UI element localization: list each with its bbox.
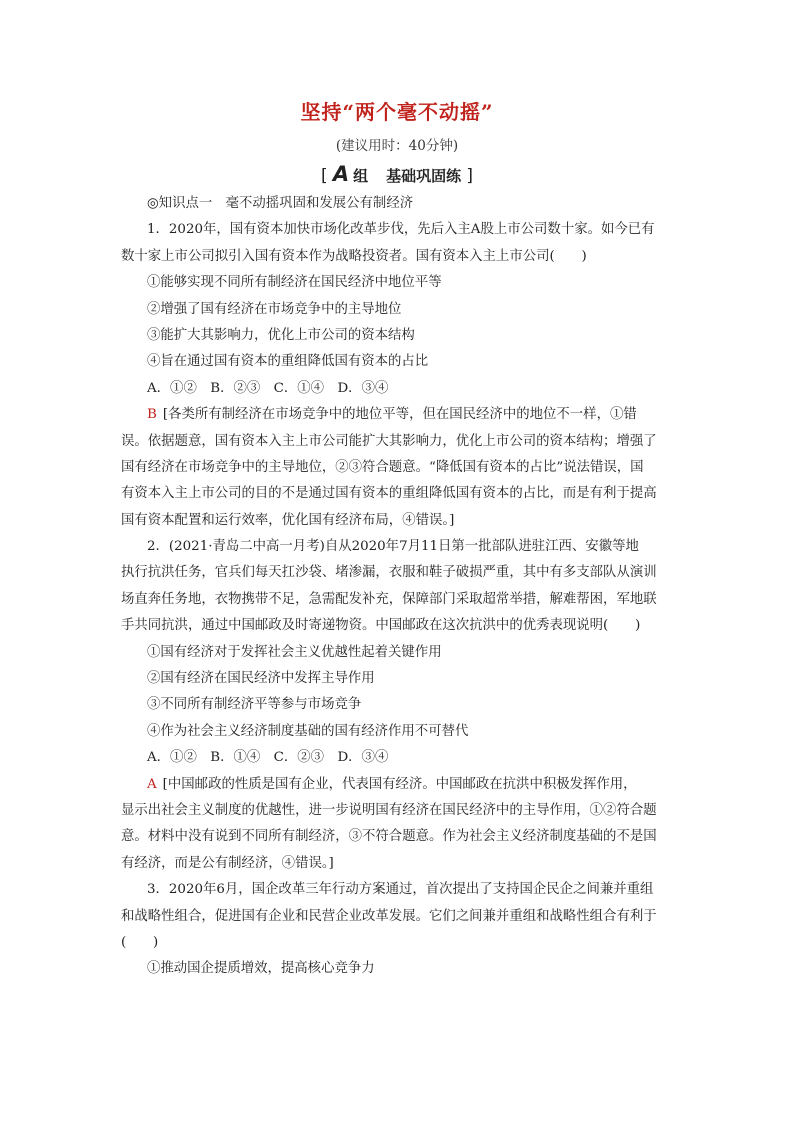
suggested-time: (建议用时：40分钟) [335, 138, 459, 154]
group-letter: A [332, 162, 350, 186]
line-text: 显示出社会主义制度的优越性，进一步说明国有经济在国民经济中的主导作用，①②符合题 [121, 802, 657, 818]
line-text: 意。材料中没有说到不同所有制经济，③不符合题意。作为社会主义经济制度基础的不是国 [121, 829, 657, 845]
text-line [121, 824, 679, 850]
line-text: ◎知识点一 毫不动摇巩固和发展公有制经济 [147, 196, 414, 211]
text-line [121, 560, 679, 586]
line-text: 2．(2021·青岛二中高一月考)自从2020年7月11日第一批部队进驻江西、安徽等地 [147, 539, 639, 555]
line-text: ①能够实现不同所有制经济在国民经济中地位平等 [147, 275, 442, 291]
text-line [121, 191, 679, 217]
line-text: 有经济，而是公有制经济，④错误。] [121, 855, 334, 871]
line-text: A．①② B．②③ C．①④ D．③④ [147, 380, 389, 396]
text-line [121, 297, 679, 323]
answer-key: B [147, 407, 157, 423]
line-text: 国有经济在市场竞争中的主导地位，②③符合题意。“降低国有资本的占比”说法错误，国 [121, 459, 644, 475]
text-line [121, 877, 679, 903]
text-line [121, 772, 679, 798]
text-line [121, 376, 679, 402]
line-text: ③不同所有制经济平等参与市场竞争 [147, 697, 362, 713]
line-text: 执行抗洪任务，官兵们每天扛沙袋、堵渗漏，衣服和鞋子破损严重，其中有多支部队从演训 [121, 565, 657, 581]
line-text: ①推动国企提质增效，提高核心竞争力 [147, 961, 375, 977]
group-bracket-open: [ [320, 166, 328, 186]
line-text: 场直奔任务地，衣物携带不足，急需配发补充，保障部门采取超常举措，解难帮困，军地联 [121, 591, 657, 607]
line-text: ④作为社会主义经济制度基础的国有经济作用不可替代 [147, 723, 469, 739]
line-text: 国有资本配置和运行效率，优化国有经济布局，④错误。] [121, 512, 455, 528]
line-text: [中国邮政的性质是国有企业，代表国有经济。中国邮政在抗洪中积极发挥作用， [162, 776, 637, 792]
text-line [121, 217, 679, 243]
line-text: ②增强了国有经济在市场竞争中的主导地位 [147, 301, 402, 317]
text-line [121, 798, 679, 824]
text-line [121, 904, 679, 930]
text-line [121, 930, 679, 956]
line-text: ③能扩大其影响力，优化上市公司的资本结构 [147, 327, 415, 343]
text-line [121, 719, 679, 745]
text-line [121, 851, 679, 877]
line-text: [各类所有制经济在市场竞争中的地位平等，但在国民经济中的地位不一样，①错 [162, 407, 637, 423]
group-label: 组 [353, 167, 369, 185]
line-text: 数十家上市公司拟引入国有资本作为战略投资者。国有资本入主上市公司( ) [121, 248, 587, 264]
text-line [121, 429, 679, 455]
text-line [121, 956, 679, 982]
text-line [121, 534, 679, 560]
answer-key: A [147, 776, 157, 792]
question-body [121, 191, 679, 983]
line-text: ①国有经济对于发挥社会主义优越性起着关键作用 [147, 644, 442, 660]
line-text: 有资本入主上市公司的目的不是通过国有资本的重组降低国有资本的占比，而是有利于提高 [121, 486, 657, 502]
line-text: 手共同抗洪，通过中国邮政及时寄递物资。中国邮政在这次抗洪中的优秀表现说明( ) [121, 618, 641, 634]
line-text: 1．2020年，国有资本加快市场化改革步伐，先后入主A股上市公司数十家。如今已有 [147, 222, 655, 238]
text-line [121, 640, 679, 666]
line-text: 3．2020年6月，国企改革三年行动方案通过，首次提出了支持国企民企之间兼并重组 [147, 882, 654, 898]
text-line [121, 613, 679, 639]
text-line [121, 745, 679, 771]
group-name: 基础巩固练 [386, 167, 462, 185]
line-text: ④旨在通过国有资本的重组降低国有资本的占比 [147, 354, 429, 370]
group-heading [0, 162, 794, 186]
text-line [121, 455, 679, 481]
text-line [121, 349, 679, 375]
line-text: 和战略性组合，促进国有企业和民营企业改革发展。它们之间兼并重组和战略性组合有利于 [121, 908, 657, 924]
text-line [121, 508, 679, 534]
line-text: 误。依据题意，国有资本入主上市公司能扩大其影响力，优化上市公司的资本结构；增强了 [121, 433, 657, 449]
text-line [121, 666, 679, 692]
document-title: 坚持“两个毫不动摇” [300, 100, 494, 124]
line-text: A．①② B．①④ C．②③ D．③④ [147, 750, 389, 766]
text-line [121, 270, 679, 296]
line-text: ②国有经济在国民经济中发挥主导作用 [147, 671, 375, 687]
text-line [121, 587, 679, 613]
line-text: ( ) [121, 934, 159, 950]
text-line [121, 244, 679, 270]
text-line [121, 481, 679, 507]
text-line [121, 692, 679, 718]
group-bracket-close: ] [466, 166, 474, 186]
text-line [121, 323, 679, 349]
text-line [121, 402, 679, 428]
